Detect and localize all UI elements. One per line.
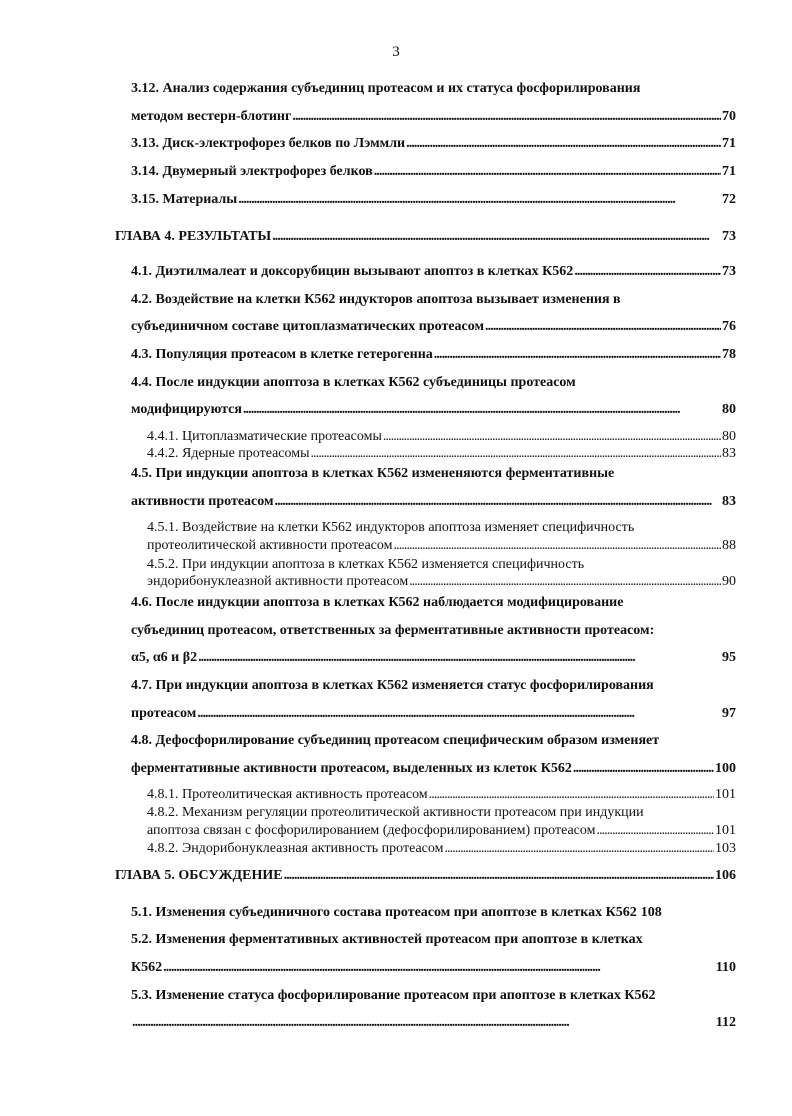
toc-page-number: 95 bbox=[722, 650, 736, 665]
leader-dots bbox=[406, 135, 721, 153]
toc-entry-3-12[interactable] bbox=[131, 80, 736, 98]
toc-entry-4-8-cont[interactable] bbox=[131, 760, 736, 778]
toc-entry-text: субъединичном составе цитоплазматических протеасом bbox=[131, 319, 485, 334]
toc-entry-text: 4.8.2. Механизм регуляции протеолитической активности протеасом при индукции bbox=[147, 805, 644, 820]
toc-entry-4-8[interactable] bbox=[131, 732, 736, 750]
leader-dots bbox=[275, 493, 721, 511]
toc-entry-text: субъединиц протеасом, ответственных за ферментативные активности протеасом: bbox=[131, 623, 655, 638]
leader-dots bbox=[434, 346, 721, 364]
toc-entry-5-1[interactable] bbox=[131, 904, 736, 922]
toc-entry-4-4-2[interactable] bbox=[147, 445, 736, 463]
leader-dots bbox=[243, 401, 721, 419]
toc-chapter-5[interactable] bbox=[115, 867, 736, 885]
toc-entry-text: 3.13. Диск-электрофорез белков по Лэммли bbox=[131, 136, 406, 151]
leader-dots bbox=[272, 228, 721, 246]
toc-entry-4-1[interactable] bbox=[131, 263, 736, 281]
toc-page-number: 73 bbox=[722, 264, 736, 279]
toc-entry-text: 4.5. При индукции апоптоза в клетках К562 измененяются ферментативные bbox=[131, 466, 615, 481]
page-number: 3 bbox=[392, 44, 400, 60]
toc-entry-4-6[interactable] bbox=[131, 594, 736, 612]
toc-entry-4-5-1[interactable] bbox=[147, 519, 736, 537]
toc-entry-text: 3.15. Материалы bbox=[131, 192, 238, 207]
toc-entry-4-2-cont[interactable] bbox=[131, 318, 736, 336]
toc-page-number: 88 bbox=[722, 538, 736, 553]
toc-entry-4-8-2-b[interactable] bbox=[147, 840, 736, 858]
leader-dots bbox=[284, 867, 714, 885]
toc-page-number: 97 bbox=[722, 706, 736, 721]
toc-entry-4-5-cont[interactable] bbox=[131, 493, 736, 511]
toc-entry-text: 4.5.2. При индукции апоптоза в клетках К562 изменяется специфичность bbox=[147, 557, 585, 572]
toc-page-number: 108 bbox=[640, 905, 662, 920]
toc-entry-text: апоптоза связан с фосфорилированием (дефосфорилированием) протеасом bbox=[147, 823, 596, 838]
toc-entry-text: протеасом bbox=[131, 706, 197, 721]
toc-entry-text: 3.12. Анализ содержания субъединиц протеасом и их статуса фосфорилирования bbox=[131, 81, 641, 96]
toc-entry-text: 4.3. Популяция протеасом в клетке гетерогенна bbox=[131, 347, 433, 362]
toc-page-number: 72 bbox=[722, 192, 736, 207]
leader-dots bbox=[374, 163, 721, 181]
toc-entry-4-4[interactable] bbox=[131, 374, 736, 392]
toc-entry-text: 5.1. Изменения субъединичного состава протеасом при апоптозе в клетках К562 bbox=[131, 905, 637, 920]
leader-dots bbox=[444, 840, 714, 858]
toc-page-number: 103 bbox=[715, 841, 736, 856]
toc-page-number: 71 bbox=[722, 136, 736, 151]
toc-entry-4-6-cont2[interactable] bbox=[131, 649, 736, 667]
leader-dots bbox=[485, 318, 721, 336]
leader-dots bbox=[574, 263, 721, 281]
leader-dots bbox=[292, 108, 721, 126]
toc-page-number: 83 bbox=[722, 494, 736, 509]
toc-entry-4-8-2-cont[interactable] bbox=[147, 822, 736, 840]
toc-entry-text: α5, α6 и β2 bbox=[131, 650, 198, 665]
leader-dots bbox=[394, 537, 722, 555]
toc-page-number: 110 bbox=[715, 960, 736, 975]
toc-page-number: 80 bbox=[722, 429, 736, 444]
toc-entry-3-13[interactable] bbox=[131, 135, 736, 153]
toc-chapter-4[interactable] bbox=[115, 228, 736, 246]
toc-page-number: 100 bbox=[715, 761, 736, 776]
leader-dots bbox=[238, 191, 721, 209]
leader-dots bbox=[383, 428, 721, 446]
toc-page-number: 78 bbox=[722, 347, 736, 362]
leader-dots bbox=[198, 649, 721, 667]
toc-entry-5-2[interactable] bbox=[131, 931, 736, 949]
toc-entry-4-5-2[interactable] bbox=[147, 556, 736, 574]
toc-entry-text: 4.4. После индукции апоптоза в клетках К562 субъединицы протеасом bbox=[131, 375, 576, 390]
toc-entry-4-5[interactable] bbox=[131, 465, 736, 483]
leader-dots bbox=[163, 959, 715, 977]
toc-entry-text: 4.4.1. Цитоплазматические протеасомы bbox=[147, 429, 382, 444]
toc-entry-text: 4.6. После индукции апоптоза в клетках К562 наблюдается модифицирование bbox=[131, 595, 624, 610]
toc-page-number: 101 bbox=[715, 823, 736, 838]
toc-entry-3-14[interactable] bbox=[131, 163, 736, 181]
toc-entry-text: методом вестерн-блотинг bbox=[131, 109, 292, 124]
toc-entry-4-4-1[interactable] bbox=[147, 428, 736, 446]
toc-entry-4-5-2-cont[interactable] bbox=[147, 573, 736, 591]
toc-entry-text: эндорибонуклеазной активности протеасом bbox=[147, 574, 409, 589]
toc-page-number: 101 bbox=[715, 787, 736, 802]
leader-dots bbox=[409, 573, 721, 591]
toc-entry-4-7[interactable] bbox=[131, 677, 736, 695]
toc-page-number: 90 bbox=[722, 574, 736, 589]
toc-page-number: 80 bbox=[722, 402, 736, 417]
toc-entry-5-3[interactable] bbox=[131, 987, 736, 1005]
toc-entry-5-2-cont[interactable] bbox=[131, 959, 736, 977]
toc-entry-text: модифицируются bbox=[131, 402, 242, 417]
toc-entry-text: ферментативные активности протеасом, выделенных из клеток К562 bbox=[131, 761, 572, 776]
toc-page-number: 76 bbox=[722, 319, 736, 334]
toc-entry-text: 5.3. Изменение статуса фосфорилирование протеасом при апоптозе в клетках К562 bbox=[131, 988, 656, 1003]
toc-entry-4-8-1[interactable] bbox=[147, 786, 736, 804]
toc-entry-4-3[interactable] bbox=[131, 346, 736, 364]
toc-entry-text: 4.4.2. Ядерные протеасомы bbox=[147, 446, 310, 461]
toc-page-number: 83 bbox=[722, 446, 736, 461]
toc-page-number: 112 bbox=[715, 1015, 736, 1030]
toc-entry-text: 4.8.1. Протеолитическая активность протеасом bbox=[147, 787, 428, 802]
leader-dots bbox=[132, 1014, 715, 1032]
toc-entry-text: К562 bbox=[131, 960, 163, 975]
toc-entry-4-6-cont[interactable] bbox=[131, 622, 736, 640]
toc-entry-4-7-cont[interactable] bbox=[131, 705, 736, 723]
toc-page-number: 71 bbox=[722, 164, 736, 179]
toc-entry-text: 4.2. Воздействие на клетки К562 индукторов апоптоза вызывает изменения в bbox=[131, 292, 621, 307]
toc-entry-text: ГЛАВА 5. ОБСУЖДЕНИЕ bbox=[115, 868, 283, 883]
leader-dots bbox=[197, 705, 721, 723]
toc-entry-text: 5.2. Изменения ферментативных активностей протеасом при апоптозе в клетках bbox=[131, 932, 643, 947]
leader-dots bbox=[429, 786, 714, 804]
toc-entry-text: 4.7. При индукции апоптоза в клетках К562 изменяется статус фосфорилирования bbox=[131, 678, 654, 693]
toc-entry-3-12-cont[interactable] bbox=[131, 108, 736, 126]
toc-entry-5-3-cont[interactable] bbox=[131, 1014, 736, 1032]
toc-entry-text: протеолитической активности протеасом bbox=[147, 538, 393, 553]
toc-entry-text: 4.1. Диэтилмалеат и доксорубицин вызывают апоптоз в клетках К562 bbox=[131, 264, 574, 279]
toc-page-number: 70 bbox=[722, 109, 736, 124]
leader-dots bbox=[311, 445, 721, 463]
toc-entry-4-2[interactable] bbox=[131, 291, 736, 309]
toc-entry-text: 4.8. Дефосфорилирование субъединиц протеасом специфическим образом изменяет bbox=[131, 733, 660, 748]
toc-entry-3-15[interactable] bbox=[131, 191, 736, 209]
toc-entry-text: активности протеасом bbox=[131, 494, 274, 509]
leader-dots bbox=[573, 760, 714, 778]
toc-entry-text: 3.14. Двумерный электрофорез белков bbox=[131, 164, 373, 179]
toc-entry-4-4-cont[interactable] bbox=[131, 401, 736, 419]
toc-entry-4-8-2[interactable] bbox=[147, 804, 736, 822]
toc-page-number: 106 bbox=[715, 868, 736, 883]
toc-entry-4-5-1-cont[interactable] bbox=[147, 537, 736, 555]
toc-entry-text: 4.8.2. Эндорибонуклеазная активность протеасом bbox=[147, 841, 444, 856]
toc-page-number: 73 bbox=[722, 229, 736, 244]
toc-entry-text: ГЛАВА 4. РЕЗУЛЬТАТЫ bbox=[115, 229, 272, 244]
toc-entry-text: 4.5.1. Воздействие на клетки К562 индукторов апоптоза изменяет специфичность bbox=[147, 520, 635, 535]
leader-dots bbox=[596, 822, 714, 840]
